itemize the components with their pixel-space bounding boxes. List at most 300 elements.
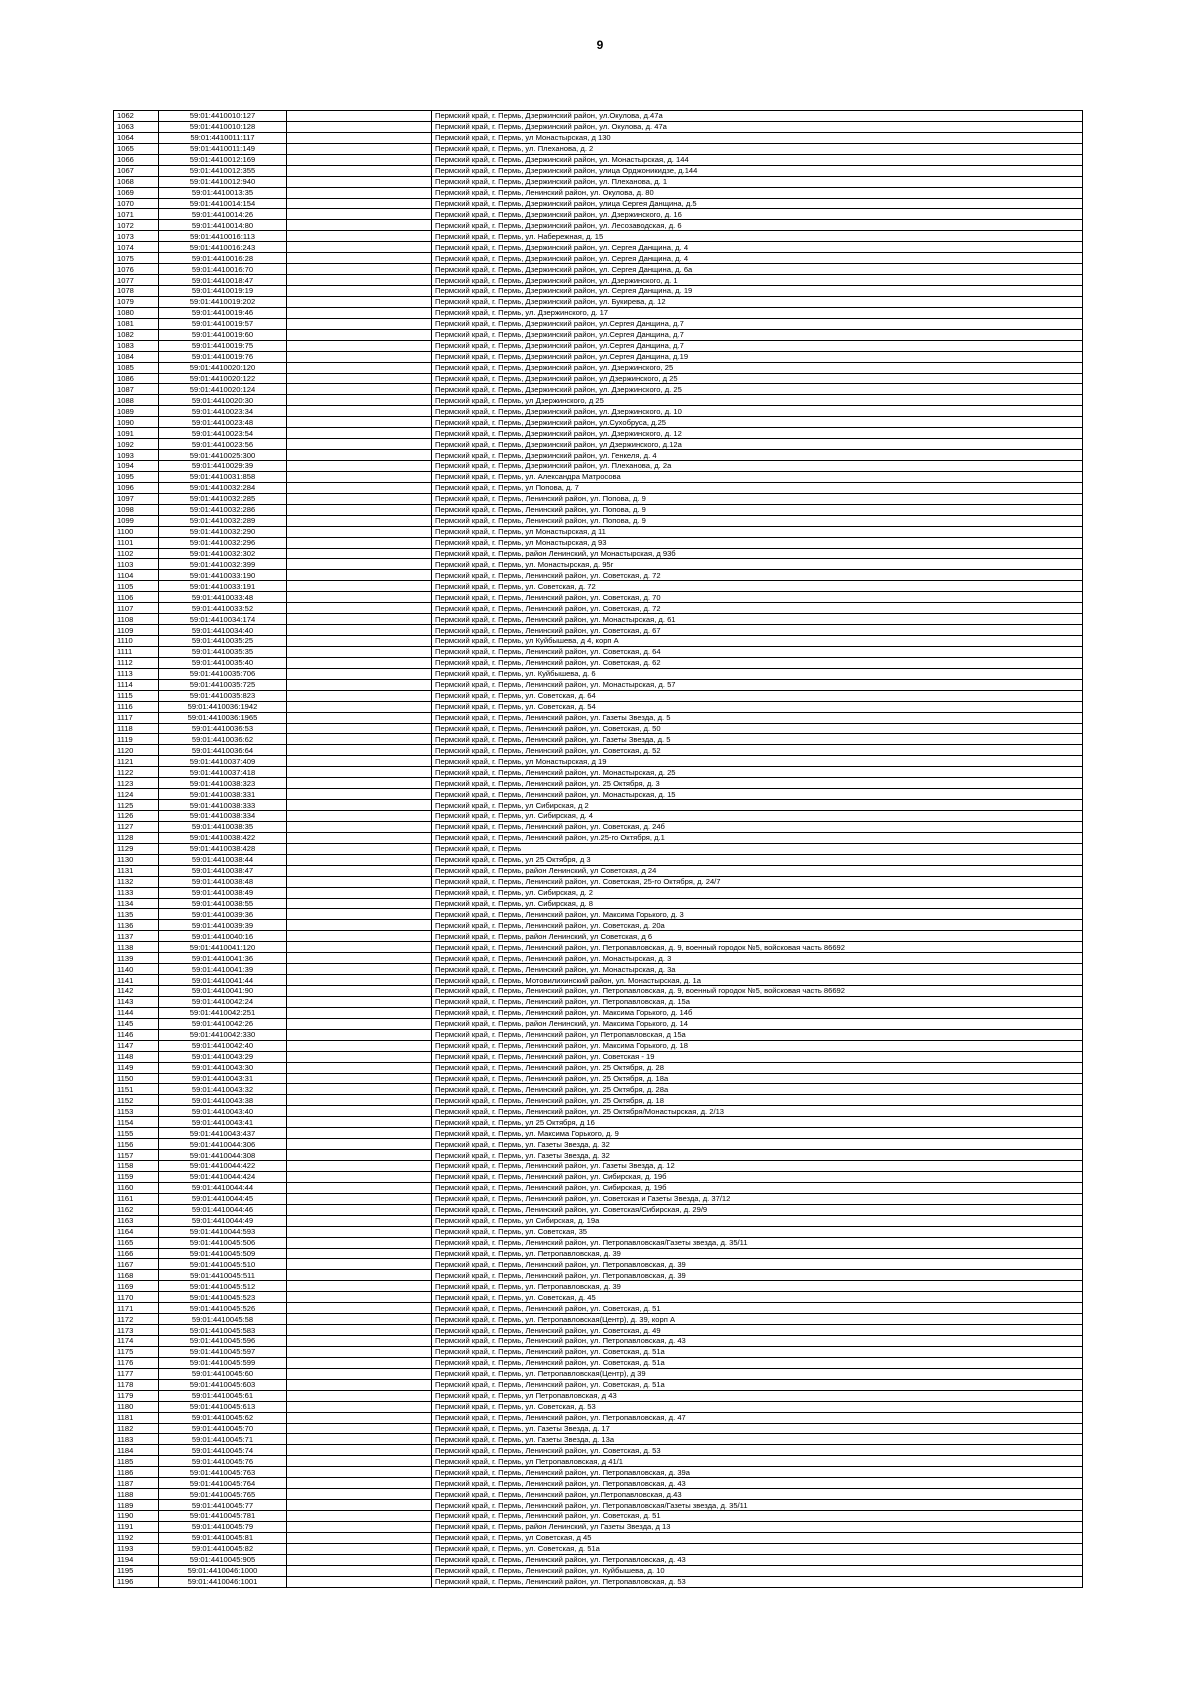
blank-cell	[287, 1270, 432, 1281]
blank-cell	[287, 592, 432, 603]
row-number-cell: 1106	[114, 592, 159, 603]
address-cell: Пермский край, г. Пермь, Дзержинский район, ул.Сергея Данщина, д.19	[432, 351, 1083, 362]
blank-cell	[287, 1259, 432, 1270]
blank-cell	[287, 1040, 432, 1051]
row-number-cell: 1157	[114, 1150, 159, 1161]
address-cell: Пермский край, г. Пермь, ул 25 Октября, д 3	[432, 854, 1083, 865]
cadastral-number-cell: 59:01:4410045:763	[159, 1467, 287, 1478]
blank-cell	[287, 253, 432, 264]
table-row	[114, 143, 1083, 154]
row-number-cell: 1115	[114, 690, 159, 701]
table-row	[114, 592, 1083, 603]
cadastral-number-cell: 59:01:4410038:428	[159, 843, 287, 854]
cadastral-number-cell: 59:01:4410045:61	[159, 1390, 287, 1401]
blank-cell	[287, 395, 432, 406]
blank-cell	[287, 756, 432, 767]
address-cell: Пермский край, г. Пермь, ул. Советская, д. 51а	[432, 1543, 1083, 1554]
row-number-cell: 1078	[114, 286, 159, 297]
blank-cell	[287, 187, 432, 198]
row-number-cell: 1093	[114, 450, 159, 461]
blank-cell	[287, 1576, 432, 1587]
table-row	[114, 745, 1083, 756]
blank-cell	[287, 581, 432, 592]
row-number-cell: 1147	[114, 1040, 159, 1051]
row-number-cell: 1072	[114, 220, 159, 231]
table-row	[114, 1259, 1083, 1270]
table-row	[114, 581, 1083, 592]
table-row	[114, 767, 1083, 778]
blank-cell	[287, 778, 432, 789]
address-cell: Пермский край, г. Пермь, ул 25 Октября, д 16	[432, 1117, 1083, 1128]
blank-cell	[287, 209, 432, 220]
blank-cell	[287, 1543, 432, 1554]
row-number-cell: 1167	[114, 1259, 159, 1270]
table-row	[114, 1368, 1083, 1379]
address-cell: Пермский край, г. Пермь, ул. Дзержинского, д. 17	[432, 307, 1083, 318]
blank-cell	[287, 800, 432, 811]
row-number-cell: 1082	[114, 329, 159, 340]
table-row	[114, 1095, 1083, 1106]
row-number-cell: 1134	[114, 898, 159, 909]
row-number-cell: 1189	[114, 1500, 159, 1511]
row-number-cell: 1179	[114, 1390, 159, 1401]
table-row	[114, 220, 1083, 231]
blank-cell	[287, 1554, 432, 1565]
blank-cell	[287, 679, 432, 690]
cadastral-number-cell: 59:01:4410023:48	[159, 417, 287, 428]
row-number-cell: 1068	[114, 176, 159, 187]
cadastral-number-cell: 59:01:4410042:24	[159, 996, 287, 1007]
address-cell: Пермский край, г. Пермь, ул. Плеханова, д. 2	[432, 143, 1083, 154]
cadastral-number-cell: 59:01:4410023:56	[159, 439, 287, 450]
cadastral-number-cell: 59:01:4410038:35	[159, 821, 287, 832]
blank-cell	[287, 1281, 432, 1292]
cadastral-number-cell: 59:01:4410045:511	[159, 1270, 287, 1281]
table-row	[114, 209, 1083, 220]
address-cell: Пермский край, г. Пермь, ул. Советская, д. 72	[432, 581, 1083, 592]
address-cell: Пермский край, г. Пермь, ул. Газеты Звезда, д. 17	[432, 1423, 1083, 1434]
address-cell: Пермский край, г. Пермь, ул. Сибирская, д. 8	[432, 898, 1083, 909]
address-cell: Пермский край, г. Пермь, Ленинский район, ул. Петропавловская, д. 43	[432, 1554, 1083, 1565]
cadastral-number-cell: 59:01:4410020:30	[159, 395, 287, 406]
cadastral-number-cell: 59:01:4410042:251	[159, 1007, 287, 1018]
address-cell: Пермский край, г. Пермь, Дзержинский район, ул. Сергея Данщина, д. 6а	[432, 264, 1083, 275]
row-number-cell: 1159	[114, 1171, 159, 1182]
table-row	[114, 1346, 1083, 1357]
table-row	[114, 909, 1083, 920]
table-row	[114, 1117, 1083, 1128]
cadastral-number-cell: 59:01:4410036:1942	[159, 701, 287, 712]
address-cell: Пермский край, г. Пермь, Ленинский район, ул. 25 Октября/Монастырская, д. 2/13	[432, 1106, 1083, 1117]
address-cell: Пермский край, г. Пермь, Ленинский район, ул. Максима Горького, д. 3	[432, 909, 1083, 920]
row-number-cell: 1121	[114, 756, 159, 767]
blank-cell	[287, 362, 432, 373]
address-cell: Пермский край, г. Пермь, Мотовилихинский район, ул. Монастырская, д. 1а	[432, 975, 1083, 986]
row-number-cell: 1160	[114, 1182, 159, 1193]
table-row	[114, 1478, 1083, 1489]
row-number-cell: 1084	[114, 351, 159, 362]
table-row	[114, 1445, 1083, 1456]
address-cell: Пермский край, г. Пермь, ул Монастырская, д 93	[432, 537, 1083, 548]
row-number-cell: 1141	[114, 975, 159, 986]
table-row	[114, 920, 1083, 931]
table-row	[114, 931, 1083, 942]
table-row	[114, 657, 1083, 668]
cadastral-number-cell: 59:01:4410019:202	[159, 296, 287, 307]
cadastral-number-cell: 59:01:4410045:526	[159, 1303, 287, 1314]
address-cell: Пермский край, г. Пермь, Ленинский район, ул Петропавловская, д 15а	[432, 1029, 1083, 1040]
address-cell: Пермский край, г. Пермь, Ленинский район, ул. Советская, д. 64	[432, 646, 1083, 657]
cadastral-number-cell: 59:01:4410038:47	[159, 865, 287, 876]
cadastral-number-cell: 59:01:4410041:90	[159, 986, 287, 997]
table-row	[114, 1543, 1083, 1554]
address-cell: Пермский край, г. Пермь, Дзержинский район, ул. Дзержинского, д. 25	[432, 384, 1083, 395]
blank-cell	[287, 821, 432, 832]
table-row	[114, 865, 1083, 876]
table-row	[114, 515, 1083, 526]
row-number-cell: 1066	[114, 154, 159, 165]
cadastral-number-cell: 59:01:4410043:30	[159, 1062, 287, 1073]
row-number-cell: 1103	[114, 559, 159, 570]
blank-cell	[287, 548, 432, 559]
address-cell: Пермский край, г. Пермь, ул. Советская, 35	[432, 1226, 1083, 1237]
row-number-cell: 1071	[114, 209, 159, 220]
cadastral-number-cell: 59:01:4410014:26	[159, 209, 287, 220]
blank-cell	[287, 767, 432, 778]
table-row	[114, 1303, 1083, 1314]
blank-cell	[287, 1292, 432, 1303]
row-number-cell: 1108	[114, 614, 159, 625]
cadastral-number-cell: 59:01:4410018:47	[159, 275, 287, 286]
table-row	[114, 1204, 1083, 1215]
row-number-cell: 1062	[114, 111, 159, 122]
address-cell: Пермский край, г. Пермь, ул Дзержинского, д 25	[432, 395, 1083, 406]
cadastral-number-cell: 59:01:4410045:81	[159, 1532, 287, 1543]
row-number-cell: 1069	[114, 187, 159, 198]
blank-cell	[287, 1139, 432, 1150]
cadastral-number-cell: 59:01:4410039:36	[159, 909, 287, 920]
row-number-cell: 1139	[114, 953, 159, 964]
cadastral-number-cell: 59:01:4410041:39	[159, 964, 287, 975]
blank-cell	[287, 1412, 432, 1423]
address-cell: Пермский край, г. Пермь, Ленинский район, ул. Монастырская, д. 3а	[432, 964, 1083, 975]
row-number-cell: 1119	[114, 734, 159, 745]
table-row	[114, 406, 1083, 417]
blank-cell	[287, 996, 432, 1007]
address-cell: Пермский край, г. Пермь, Дзержинский район, ул.Сергея Данщина, д.7	[432, 318, 1083, 329]
row-number-cell: 1193	[114, 1543, 159, 1554]
address-cell: Пермский край, г. Пермь, Ленинский район, ул. Советская, д. 51	[432, 1511, 1083, 1522]
address-cell: Пермский край, г. Пермь, Дзержинский район, ул. Дзержинского, 25	[432, 362, 1083, 373]
row-number-cell: 1149	[114, 1062, 159, 1073]
cadastral-number-cell: 59:01:4410037:418	[159, 767, 287, 778]
cadastral-number-cell: 59:01:4410023:54	[159, 428, 287, 439]
row-number-cell: 1112	[114, 657, 159, 668]
address-cell: Пермский край, г. Пермь, Ленинский район, ул. Советская, д. 67	[432, 625, 1083, 636]
blank-cell	[287, 537, 432, 548]
blank-cell	[287, 887, 432, 898]
table-row	[114, 187, 1083, 198]
cadastral-number-cell: 59:01:4410045:523	[159, 1292, 287, 1303]
cadastral-number-cell: 59:01:4410043:32	[159, 1084, 287, 1095]
address-cell: Пермский край, г. Пермь, ул Сибирская, д. 19а	[432, 1215, 1083, 1226]
cadastral-number-cell: 59:01:4410031:858	[159, 471, 287, 482]
row-number-cell: 1073	[114, 231, 159, 242]
row-number-cell: 1137	[114, 931, 159, 942]
table-row	[114, 1467, 1083, 1478]
address-cell: Пермский край, г. Пермь, Ленинский район, ул. Газеты Звезда, д. 5	[432, 712, 1083, 723]
row-number-cell: 1083	[114, 340, 159, 351]
cadastral-number-cell: 59:01:4410016:113	[159, 231, 287, 242]
cadastral-number-cell: 59:01:4410019:46	[159, 307, 287, 318]
cadastral-number-cell: 59:01:4410038:323	[159, 778, 287, 789]
row-number-cell: 1152	[114, 1095, 159, 1106]
row-number-cell: 1111	[114, 646, 159, 657]
address-cell: Пермский край, г. Пермь, район Ленинский, ул Советская, д 24	[432, 865, 1083, 876]
cadastral-number-cell: 59:01:4410038:331	[159, 789, 287, 800]
blank-cell	[287, 1336, 432, 1347]
row-number-cell: 1096	[114, 482, 159, 493]
blank-cell	[287, 307, 432, 318]
row-number-cell: 1156	[114, 1139, 159, 1150]
row-number-cell: 1130	[114, 854, 159, 865]
address-cell: Пермский край, г. Пермь, Ленинский район, ул. Советская, 25-го Октября, д. 24/7	[432, 876, 1083, 887]
blank-cell	[287, 1193, 432, 1204]
table-row	[114, 450, 1083, 461]
address-cell: Пермский край, г. Пермь, Ленинский район, ул. Попова, д. 9	[432, 493, 1083, 504]
row-number-cell: 1168	[114, 1270, 159, 1281]
row-number-cell: 1081	[114, 318, 159, 329]
cadastral-number-cell: 59:01:4410032:289	[159, 515, 287, 526]
row-number-cell: 1151	[114, 1084, 159, 1095]
table-row	[114, 1357, 1083, 1368]
cadastral-number-cell: 59:01:4410019:60	[159, 329, 287, 340]
blank-cell	[287, 1456, 432, 1467]
cadastral-number-cell: 59:01:4410041:44	[159, 975, 287, 986]
table-row	[114, 154, 1083, 165]
address-cell: Пермский край, г. Пермь, ул. Газеты Звезда, д. 32	[432, 1139, 1083, 1150]
cadastral-number-cell: 59:01:4410038:48	[159, 876, 287, 887]
address-cell: Пермский край, г. Пермь, Дзержинский район, ул. Генкеля, д. 4	[432, 450, 1083, 461]
address-cell: Пермский край, г. Пермь, Ленинский район, ул. Петропавловская/Газеты звезда, д. 35/11	[432, 1237, 1083, 1248]
blank-cell	[287, 942, 432, 953]
address-cell: Пермский край, г. Пермь, район Ленинский, ул. Максима Горького, д. 14	[432, 1018, 1083, 1029]
address-cell: Пермский край, г. Пермь, Ленинский район, ул. 25 Октября, д. 28	[432, 1062, 1083, 1073]
cadastral-number-cell: 59:01:4410045:583	[159, 1325, 287, 1336]
table-row	[114, 493, 1083, 504]
cadastral-number-cell: 59:01:4410010:128	[159, 121, 287, 132]
row-number-cell: 1163	[114, 1215, 159, 1226]
blank-cell	[287, 1128, 432, 1139]
cadastral-number-cell: 59:01:4410045:613	[159, 1401, 287, 1412]
address-cell: Пермский край, г. Пермь, Ленинский район, ул. Петропавловская, д. 39	[432, 1270, 1083, 1281]
address-cell: Пермский край, г. Пермь, Дзержинский район, улица Сергея Данщина, д.5	[432, 198, 1083, 209]
row-number-cell: 1092	[114, 439, 159, 450]
blank-cell	[287, 690, 432, 701]
table-row	[114, 548, 1083, 559]
cadastral-number-cell: 59:01:4410038:49	[159, 887, 287, 898]
table-row	[114, 832, 1083, 843]
blank-cell	[287, 296, 432, 307]
address-cell: Пермский край, г. Пермь, ул. Набережная, д. 15	[432, 231, 1083, 242]
row-number-cell: 1085	[114, 362, 159, 373]
table-row	[114, 1270, 1083, 1281]
address-cell: Пермский край, г. Пермь, Ленинский район, ул. Советская, д. 51а	[432, 1379, 1083, 1390]
table-row	[114, 1434, 1083, 1445]
address-cell: Пермский край, г. Пермь, Ленинский район, ул. Советская, д. 52	[432, 745, 1083, 756]
row-number-cell: 1142	[114, 986, 159, 997]
blank-cell	[287, 603, 432, 614]
address-cell: Пермский край, г. Пермь, ул Попова, д. 7	[432, 482, 1083, 493]
cadastral-number-cell: 59:01:4410012:355	[159, 165, 287, 176]
blank-cell	[287, 198, 432, 209]
table-row	[114, 1532, 1083, 1543]
row-number-cell: 1067	[114, 165, 159, 176]
address-cell: Пермский край, г. Пермь, Дзержинский район, ул.Сухобруса, д.25	[432, 417, 1083, 428]
blank-cell	[287, 286, 432, 297]
address-cell: Пермский край, г. Пермь, ул. Александра Матросова	[432, 471, 1083, 482]
table-row	[114, 679, 1083, 690]
table-row	[114, 384, 1083, 395]
blank-cell	[287, 1215, 432, 1226]
cadastral-number-cell: 59:01:4410012:940	[159, 176, 287, 187]
address-cell: Пермский край, г. Пермь, район Ленинский, ул Советская, д 6	[432, 931, 1083, 942]
blank-cell	[287, 1478, 432, 1489]
table-row	[114, 668, 1083, 679]
row-number-cell: 1172	[114, 1314, 159, 1325]
row-number-cell: 1064	[114, 132, 159, 143]
blank-cell	[287, 154, 432, 165]
cadastral-number-cell: 59:01:4410032:284	[159, 482, 287, 493]
blank-cell	[287, 384, 432, 395]
address-cell: Пермский край, г. Пермь, Ленинский район, ул. Советская - 19	[432, 1051, 1083, 1062]
blank-cell	[287, 1379, 432, 1390]
address-cell: Пермский край, г. Пермь, Дзержинский район, ул. Лесозаводская, д. 6	[432, 220, 1083, 231]
table-row	[114, 526, 1083, 537]
address-cell: Пермский край, г. Пермь, Ленинский район, ул. Попова, д. 9	[432, 504, 1083, 515]
blank-cell	[287, 646, 432, 657]
blank-cell	[287, 1062, 432, 1073]
blank-cell	[287, 1346, 432, 1357]
blank-cell	[287, 450, 432, 461]
table-row	[114, 461, 1083, 472]
table-row	[114, 1412, 1083, 1423]
table-row	[114, 701, 1083, 712]
cadastral-number-cell: 59:01:4410034:40	[159, 625, 287, 636]
table-row	[114, 1226, 1083, 1237]
blank-cell	[287, 723, 432, 734]
row-number-cell: 1070	[114, 198, 159, 209]
cadastral-number-cell: 59:01:4410019:76	[159, 351, 287, 362]
blank-cell	[287, 1401, 432, 1412]
table-row	[114, 559, 1083, 570]
row-number-cell: 1185	[114, 1456, 159, 1467]
cadastral-number-cell: 59:01:4410038:44	[159, 854, 287, 865]
cadastral-number-cell: 59:01:4410046:1000	[159, 1565, 287, 1576]
table-row	[114, 1489, 1083, 1500]
address-cell: Пермский край, г. Пермь, Ленинский район, ул. Советская, д. 70	[432, 592, 1083, 603]
row-number-cell: 1187	[114, 1478, 159, 1489]
address-cell: Пермский край, г. Пермь, ул Монастырская, д 11	[432, 526, 1083, 537]
cadastral-number-cell: 59:01:4410020:120	[159, 362, 287, 373]
address-cell: Пермский край, г. Пермь, Дзержинский район, ул. Дзержинского, д. 10	[432, 406, 1083, 417]
row-number-cell: 1133	[114, 887, 159, 898]
address-cell: Пермский край, г. Пермь, Дзержинский район, ул. Плеханова, д. 1	[432, 176, 1083, 187]
cadastral-number-cell: 59:01:4410045:596	[159, 1336, 287, 1347]
table-row	[114, 898, 1083, 909]
row-number-cell: 1182	[114, 1423, 159, 1434]
cadastral-number-cell: 59:01:4410041:36	[159, 953, 287, 964]
row-number-cell: 1101	[114, 537, 159, 548]
address-cell: Пермский край, г. Пермь, Ленинский район, ул. Газеты Звезда, д. 5	[432, 734, 1083, 745]
blank-cell	[287, 1314, 432, 1325]
blank-cell	[287, 734, 432, 745]
row-number-cell: 1097	[114, 493, 159, 504]
row-number-cell: 1148	[114, 1051, 159, 1062]
cadastral-number-cell: 59:01:4410016:243	[159, 242, 287, 253]
page-number: 9	[596, 38, 604, 52]
cadastral-number-cell: 59:01:4410045:603	[159, 1379, 287, 1390]
cadastral-number-cell: 59:01:4410040:16	[159, 931, 287, 942]
blank-cell	[287, 1325, 432, 1336]
row-number-cell: 1080	[114, 307, 159, 318]
address-cell: Пермский край, г. Пермь, Дзержинский район, ул Дзержинского, д 25	[432, 373, 1083, 384]
row-number-cell: 1143	[114, 996, 159, 1007]
address-cell: Пермский край, г. Пермь, Ленинский район, ул.Петропавловская, д.43	[432, 1489, 1083, 1500]
address-cell: Пермский край, г. Пермь, Ленинский район, ул. Петропавловская, д. 9, военный городок №5, войсковая часть 86692	[432, 986, 1083, 997]
cadastral-number-cell: 59:01:4410045:74	[159, 1445, 287, 1456]
address-cell: Пермский край, г. Пермь, Ленинский район, ул. Монастырская, д. 15	[432, 789, 1083, 800]
blank-cell	[287, 1445, 432, 1456]
table-row	[114, 362, 1083, 373]
row-number-cell: 1173	[114, 1325, 159, 1336]
table-row	[114, 1018, 1083, 1029]
table-row	[114, 1390, 1083, 1401]
table-row	[114, 296, 1083, 307]
table-row	[114, 373, 1083, 384]
row-number-cell: 1180	[114, 1401, 159, 1412]
table-row	[114, 395, 1083, 406]
blank-cell	[287, 482, 432, 493]
blank-cell	[287, 1106, 432, 1117]
table-row	[114, 614, 1083, 625]
cadastral-number-cell: 59:01:4410042:330	[159, 1029, 287, 1040]
table-row	[114, 800, 1083, 811]
address-cell: Пермский край, г. Пермь, ул. Максима Горького, д. 9	[432, 1128, 1083, 1139]
row-number-cell: 1104	[114, 570, 159, 581]
row-number-cell: 1125	[114, 800, 159, 811]
blank-cell	[287, 515, 432, 526]
table-row	[114, 1128, 1083, 1139]
cadastral-number-cell: 59:01:4410032:296	[159, 537, 287, 548]
cadastral-number-cell: 59:01:4410038:422	[159, 832, 287, 843]
cadastral-number-cell: 59:01:4410036:1965	[159, 712, 287, 723]
cadastral-number-cell: 59:01:4410025:300	[159, 450, 287, 461]
table-row	[114, 504, 1083, 515]
table-row	[114, 1565, 1083, 1576]
address-cell: Пермский край, г. Пермь, Ленинский район, ул. Советская и Газеты Звезда, д. 37/12	[432, 1193, 1083, 1204]
blank-cell	[287, 1204, 432, 1215]
cadastral-number-cell: 59:01:4410036:53	[159, 723, 287, 734]
cadastral-number-cell: 59:01:4410033:52	[159, 603, 287, 614]
row-number-cell: 1135	[114, 909, 159, 920]
cadastral-number-cell: 59:01:4410038:55	[159, 898, 287, 909]
table-row	[114, 1336, 1083, 1347]
address-cell: Пермский край, г. Пермь, Ленинский район, ул. Советская, д. 49	[432, 1325, 1083, 1336]
address-cell: Пермский край, г. Пермь, Ленинский район, ул. 25 Октября, д. 18	[432, 1095, 1083, 1106]
cadastral-number-cell: 59:01:4410035:823	[159, 690, 287, 701]
blank-cell	[287, 1500, 432, 1511]
